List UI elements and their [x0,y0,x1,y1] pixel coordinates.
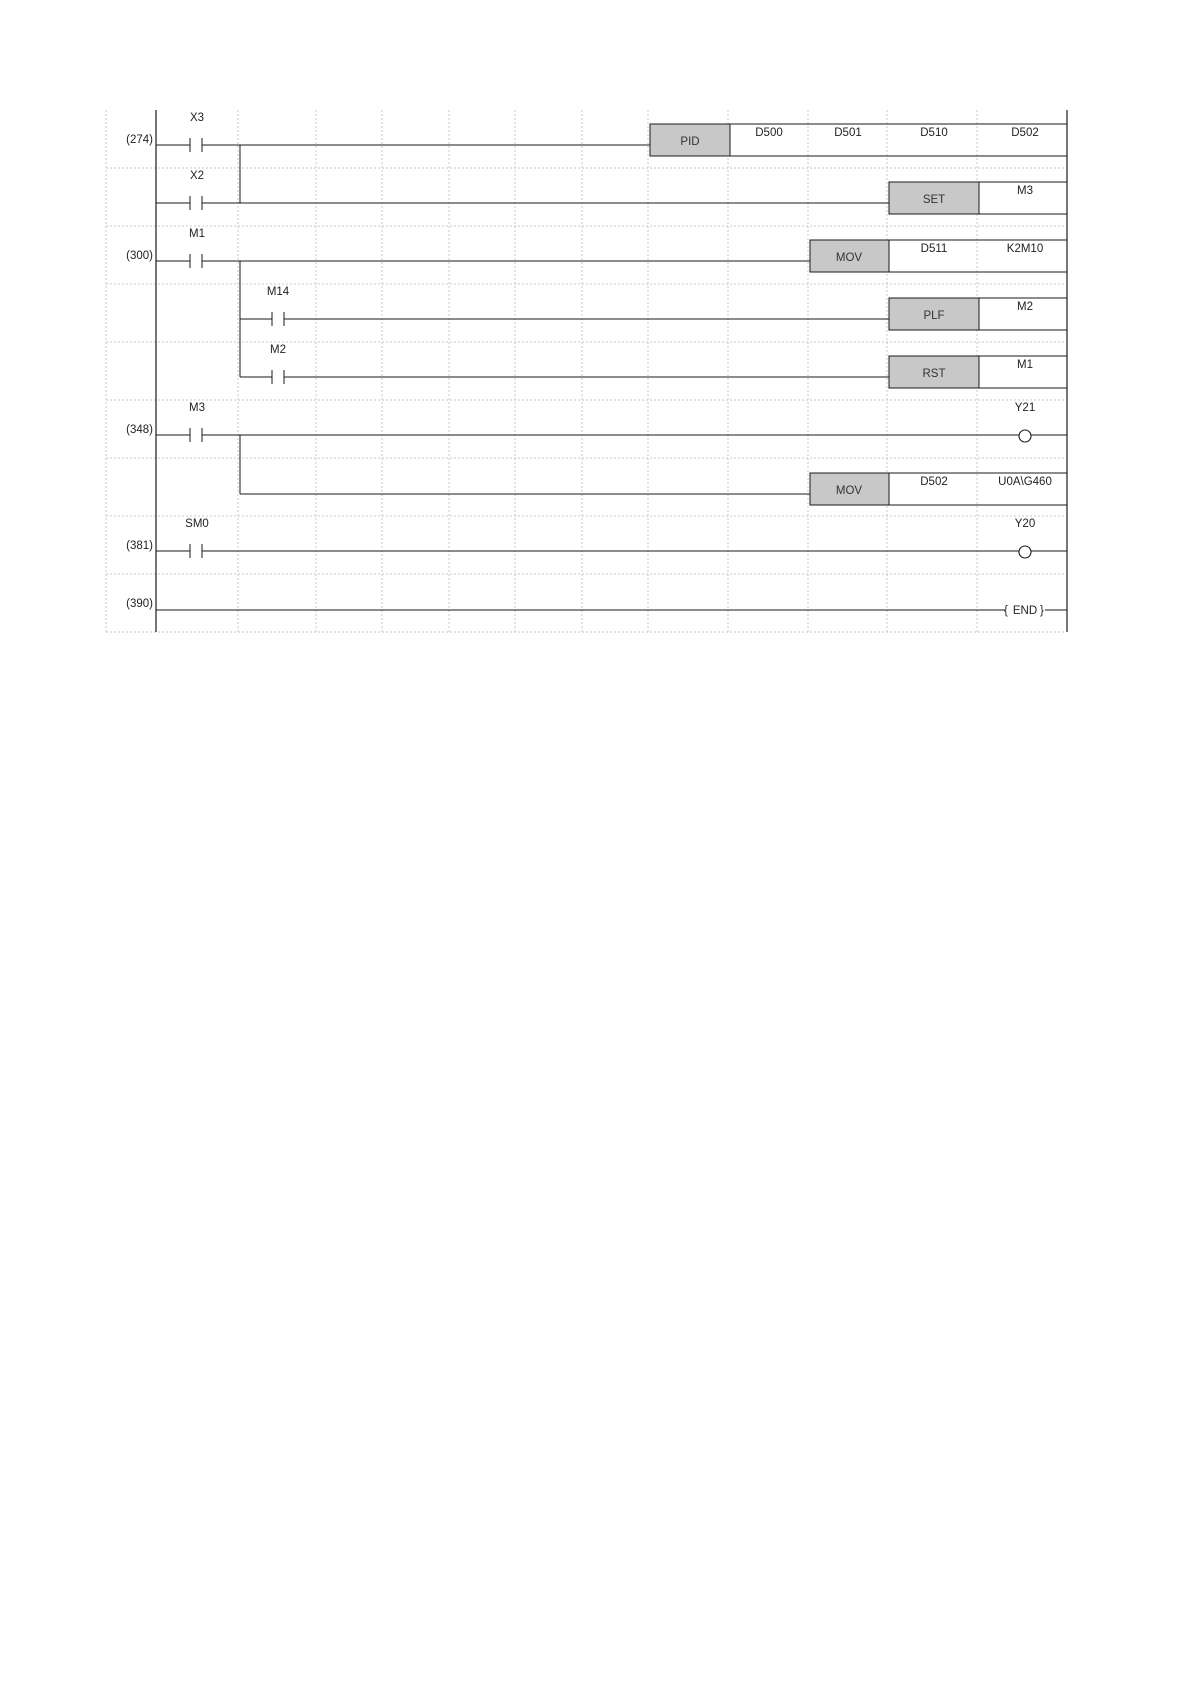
pid-operand: D500 [755,127,783,139]
step-number: (390) [126,598,153,610]
end-instruction-left-bracket: { [1004,605,1008,617]
pid-instruction-label: PID [680,136,700,148]
mov-instruction-label: MOV [835,485,863,497]
contact-x2 [156,196,240,210]
coil-y21 [1019,430,1031,442]
contact-label-m14: M14 [266,286,290,298]
coil-label-y21: Y21 [1014,402,1036,414]
mov-operand: D502 [920,476,948,488]
contact-m2 [240,370,316,384]
plf-operand: M2 [1017,301,1033,313]
set-operand: M3 [1017,185,1033,197]
contact-m3 [156,428,238,442]
contact-m14 [240,312,316,326]
step-number: (300) [126,250,153,262]
end-instruction-right-bracket: } [1040,605,1044,617]
mov-instruction-label: MOV [835,252,863,264]
contact-label-m3: M3 [189,402,205,414]
contact-label-sm0: SM0 [185,518,209,530]
mov-operand: U0A\G460 [998,476,1052,488]
coil-y20 [1019,546,1031,558]
contact-label-x3: X3 [189,112,205,124]
contact-label-m2: M2 [270,344,286,356]
set-instruction-label: SET [922,194,946,206]
step-number: (381) [126,540,153,552]
pid-operand: D501 [834,127,862,139]
mov-operand: K2M10 [1006,243,1044,255]
pid-operand: D510 [920,127,948,139]
rst-operand: M1 [1017,359,1033,371]
step-number: (274) [126,134,153,146]
plf-instruction-label: PLF [923,310,945,322]
contact-sm0 [156,544,238,558]
contact-x3 [156,138,238,152]
step-number: (348) [126,424,153,436]
pid-operand: D502 [1011,127,1039,139]
contact-label-m1: M1 [189,228,205,240]
rst-instruction-label: RST [922,368,946,380]
contact-label-x2: X2 [189,170,205,182]
end-instruction-label: END [1012,605,1038,617]
contact-m1 [156,254,238,268]
coil-label-y20: Y20 [1014,518,1036,530]
mov-operand: D511 [920,243,948,255]
